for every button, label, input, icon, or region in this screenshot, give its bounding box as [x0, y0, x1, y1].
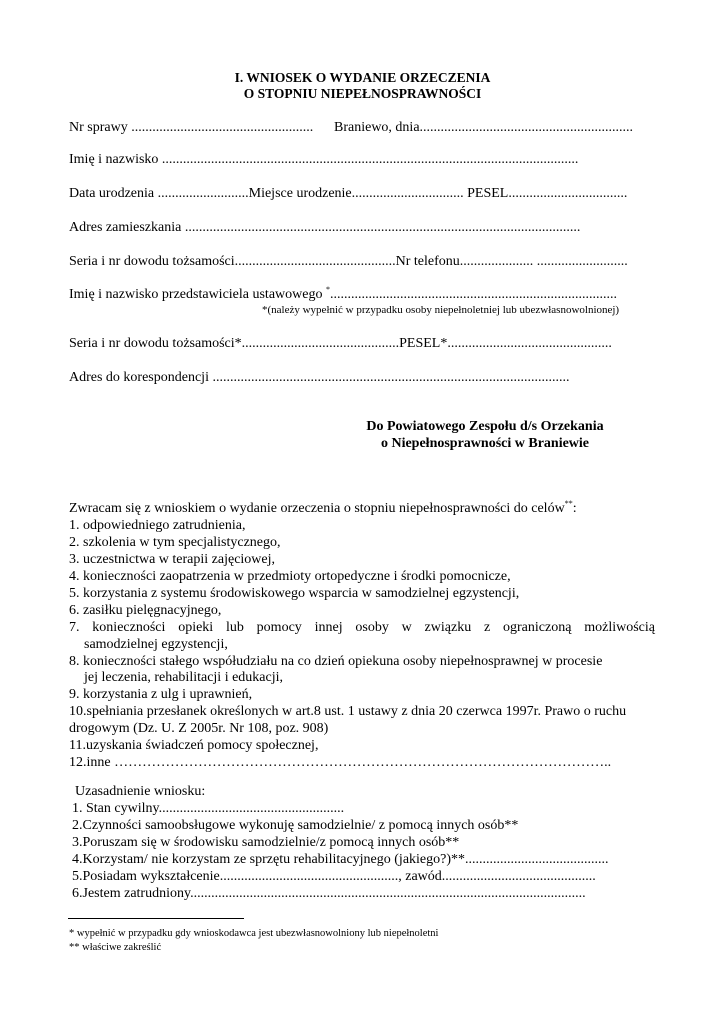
- id-document-field-2[interactable]: Seria i nr dowodu tożsamości*.............................................PESEL*...............................................: [69, 336, 612, 351]
- request-item-10[interactable]: 10.spełniania przesłanek określonych w art.8 ust. 1 ustawy z dnia 20 czerwca 1997r. Prawo o ruchu: [69, 704, 627, 719]
- legal-representative-label: Imię i nazwisko przedstawiciela ustawowego: [69, 287, 326, 302]
- birth-data-field[interactable]: Data urodzenia ..........................Miejsce urodzenie................................ PESEL..................................: [69, 186, 628, 201]
- addressee-line2: o Niepełnosprawności w Braniewie: [380, 436, 590, 451]
- address-field[interactable]: Adres zamieszkania .................................................................................................................: [69, 220, 581, 235]
- date-field[interactable]: Braniewo, dnia.............................................................: [334, 120, 634, 135]
- footnote-1: * wypełnić w przypadku gdy wnioskodawca jest ubezwłasnowolniony lub niepełnoletni: [69, 928, 439, 939]
- legal-representative-star: *: [325, 285, 330, 294]
- case-number-field[interactable]: Nr sprawy ....................................................: [69, 120, 314, 135]
- request-item-8[interactable]: 8. konieczności stałego współudziału na co dzień opiekuna osoby niepełnosprawnej w procesie: [69, 654, 603, 669]
- request-item-5[interactable]: 5. korzystania z systemu środowiskowego wsparcia w samodzielnej egzystencji,: [69, 586, 520, 601]
- request-intro-colon: :: [572, 501, 577, 516]
- request-item-7[interactable]: 7. konieczności opieki lub pomocy innej osoby w związku z ograniczoną możliwością: [69, 620, 655, 635]
- id-document-field[interactable]: Seria i nr dowodu tożsamości..............................................Nr telefonu..................... ..........................: [69, 254, 628, 269]
- legal-representative-dots: ..................................................................................: [329, 287, 617, 302]
- justification-item-6[interactable]: 6.Jestem zatrudniony.................................................................................................................: [72, 886, 586, 901]
- justification-item-3[interactable]: 3.Poruszam się w środowisku samodzielnie/z pomocą innych osób**: [72, 835, 460, 850]
- request-item-6[interactable]: 6. zasiłku pielęgnacyjnego,: [69, 603, 222, 618]
- legal-representative-note: *(należy wypełnić w przypadku osoby niepełnoletniej lub ubezwłasnowolnionej): [262, 304, 620, 316]
- request-item-7-cont: samodzielnej egzystencji,: [84, 637, 228, 652]
- justification-item-1[interactable]: 1. Stan cywilny.....................................................: [72, 801, 345, 816]
- request-intro-text: Zwracam się z wnioskiem o wydanie orzeczenia o stopniu niepełnosprawności do celów: [69, 501, 565, 516]
- footnote-divider: [68, 918, 244, 919]
- justification-heading: Uzasadnienie wniosku:: [75, 784, 206, 799]
- request-intro: [69, 501, 577, 517]
- addressee-line1: Do Powiatowego Zespołu d/s Orzekania: [366, 419, 604, 434]
- form-title-line2: O STOPNIU NIEPEŁNOSPRAWNOŚCI: [243, 86, 482, 101]
- correspondence-address-field[interactable]: Adres do korespondencji ......................................................................................................: [69, 370, 570, 385]
- request-item-3[interactable]: 3. uczestnictwa w terapii zajęciowej,: [69, 552, 276, 567]
- request-item-8-cont: jej leczenia, rehabilitacji i edukacji,: [84, 670, 284, 685]
- form-title-line1: I. WNIOSEK O WYDANIE ORZECZENIA: [234, 70, 491, 85]
- justification-item-5[interactable]: 5.Posiadam wykształcenie..................................................., zawód............................................: [72, 869, 596, 884]
- request-item-9[interactable]: 9. korzystania z ulg i uprawnień,: [69, 687, 253, 702]
- request-item-4[interactable]: 4. konieczności zaopatrzenia w przedmioty ortopedyczne i środki pomocnicze,: [69, 569, 511, 584]
- request-item-11[interactable]: 11.uzyskania świadczeń pomocy społecznej,: [69, 738, 319, 753]
- request-item-1[interactable]: 1. odpowiedniego zatrudnienia,: [69, 518, 246, 533]
- request-item-2[interactable]: 2. szkolenia w tym specjalistycznego,: [69, 535, 281, 550]
- justification-item-4[interactable]: 4.Korzystam/ nie korzystam ze sprzętu rehabilitacyjnego (jakiego?)**.........................................: [72, 852, 609, 867]
- footnote-2: ** właściwe zakreślić: [69, 942, 162, 953]
- request-item-10-cont: drogowym (Dz. U. Z 2005r. Nr 108, poz. 908): [69, 721, 329, 736]
- justification-item-2[interactable]: 2.Czynności samoobsługowe wykonuję samodzielnie/ z pomocą innych osób**: [72, 818, 519, 833]
- request-intro-mark: **: [564, 499, 573, 508]
- legal-representative-field[interactable]: [69, 287, 617, 303]
- full-name-field[interactable]: Imię i nazwisko .......................................................................................................................: [69, 152, 579, 167]
- request-item-12[interactable]: 12.inne ……………………………………………………………………………………………..: [69, 755, 612, 770]
